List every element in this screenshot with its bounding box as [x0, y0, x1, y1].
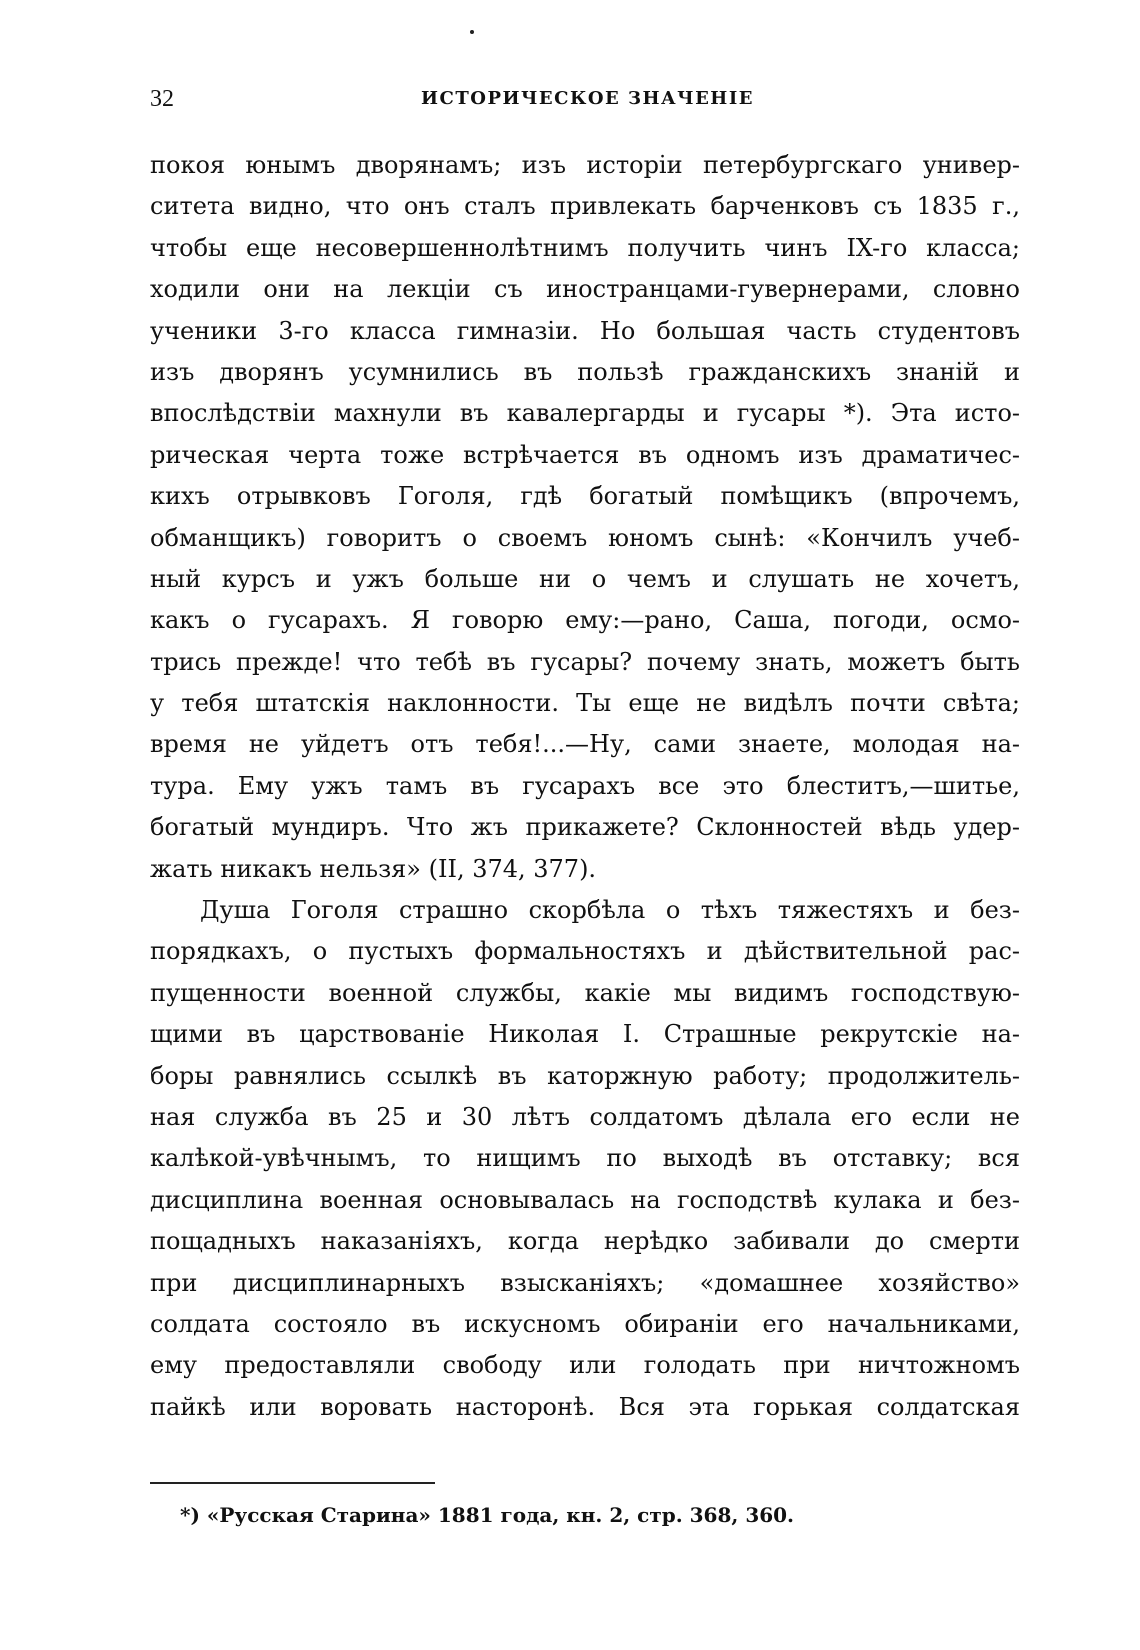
text-line: рическая черта тоже встрѣчается въ одномъ изъ драматичес- [150, 440, 1020, 469]
text-line: трись прежде! что тебѣ въ гусары? почему знать, можетъ быть [150, 647, 1020, 676]
paragraph-start-line: Душа Гоголя страшно скорбѣла о тѣхъ тяжестяхъ и без- [200, 896, 1020, 925]
text-line: у тебя штатскія наклонности. Ты еще не видѣлъ почти свѣта; [150, 689, 1020, 718]
text-line: время не уйдетъ отъ тебя!...—Ну, сами знаете, молодая на- [150, 730, 1020, 759]
text-line: чтобы еще несовершеннолѣтнимъ получить чинъ IX-го класса; [150, 233, 1020, 262]
text-line: ный курсъ и ужъ больше ни о чемъ и слушать не хочетъ, [150, 564, 1020, 593]
print-speck [470, 30, 474, 34]
text-line: ходили они на лекціи съ иностранцами-гувернерами, словно [150, 275, 1020, 304]
text-line: ситета видно, что онъ сталъ привлекать барченковъ съ 1835 г., [150, 192, 1020, 221]
text-line: порядкахъ, о пустыхъ формальностяхъ и дѣйствительной рас- [150, 937, 1020, 966]
paragraph-end-line: жать никакъ нельзя» (II, 374, 377). [150, 854, 597, 883]
footnote: *) «Русская Старина» 1881 года, кн. 2, стр. 368, 360. [180, 1503, 795, 1527]
running-head [150, 86, 1025, 116]
running-title: ИСТОРИЧЕСКОЕ ЗНАЧЕНІЕ [421, 88, 754, 109]
text-line: какъ о гусарахъ. Я говорю ему:—рано, Саша, погоди, осмо- [150, 606, 1020, 635]
text-line: обманщикъ) говоритъ о своемъ юномъ сынѣ: «Кончилъ учеб- [150, 523, 1020, 552]
text-line: щими въ царствованіе Николая I. Страшные рекрутскіе на- [150, 1020, 1020, 1049]
text-line: ученики 3-го класса гимназіи. Но большая часть студентовъ [150, 316, 1020, 345]
text-line: пущенности военной службы, какіе мы видимъ господствую- [150, 978, 1020, 1007]
text-line: впослѣдствіи махнули въ кавалергарды и гусары *). Эта исто- [150, 399, 1020, 428]
body-text [150, 145, 1020, 1428]
text-line: изъ дворянъ усумнились въ пользѣ гражданскихъ знаній и [150, 357, 1020, 386]
text-line: тура. Ему ужъ тамъ въ гусарахъ все это блеститъ,—шитье, [150, 771, 1020, 800]
text-line: ему предоставляли свободу или голодать при ничтожномъ [150, 1351, 1020, 1380]
text-line: пощадныхъ наказаніяхъ, когда нерѣдко забивали до смерти [150, 1227, 1020, 1256]
text-line: при дисциплинарныхъ взысканіяхъ; «домашнее хозяйство» [150, 1268, 1020, 1297]
text-line: пайкѣ или воровать насторонѣ. Вся эта горькая солдатская [150, 1392, 1020, 1421]
text-line: дисциплина военная основывалась на господствѣ кулака и без- [150, 1185, 1020, 1214]
text-line: ная служба въ 25 и 30 лѣтъ солдатомъ дѣлала его если не [150, 1102, 1020, 1131]
text-line: покоя юнымъ дворянамъ; изъ исторіи петербургскаго универ- [150, 151, 1020, 179]
text-line: калѣкой-увѣчнымъ, то нищимъ по выходѣ въ отставку; вся [150, 1144, 1020, 1173]
text-line: солдата состояло въ искусномъ обираніи его начальниками, [150, 1309, 1020, 1338]
footnote-divider [150, 1482, 435, 1484]
page-number: 32 [150, 86, 174, 112]
text-line: богатый мундиръ. Что жъ прикажете? Склонностей вѣдь удер- [150, 813, 1020, 842]
text-line: кихъ отрывковъ Гоголя, гдѣ богатый помѣщикъ (впрочемъ, [150, 482, 1020, 511]
text-line: боры равнялись ссылкѣ въ каторжную работу; продолжитель- [150, 1061, 1020, 1090]
